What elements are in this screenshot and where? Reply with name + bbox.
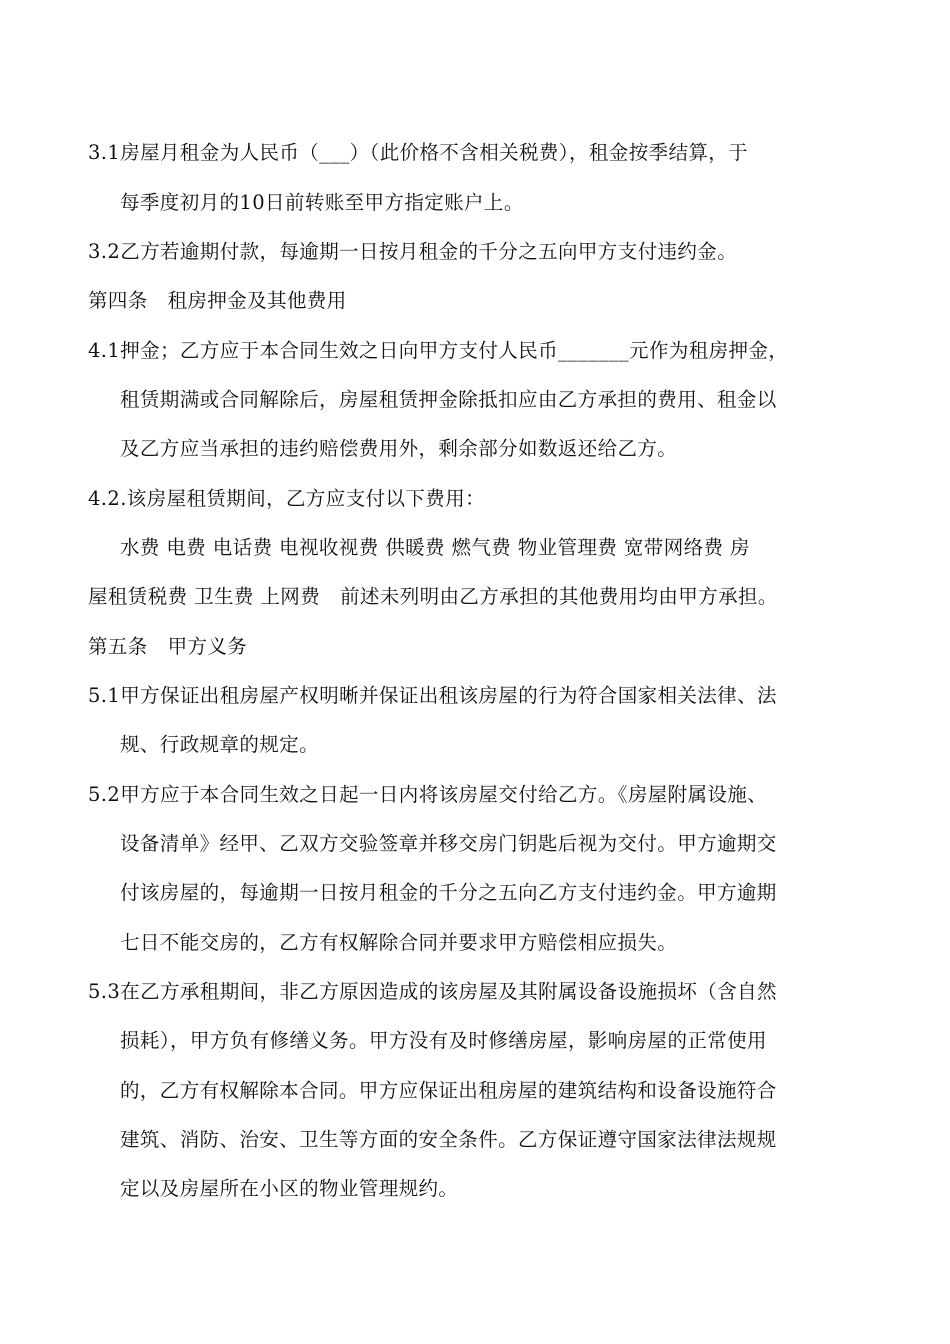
clause-3-2-line-1: 3.2乙方若逾期付款，每逾期一日按月租金的千分之五向甲方支付违约金。 bbox=[88, 240, 738, 263]
clause-5-3-line-4: 建筑、消防、治安、卫生等方面的安全条件。乙方保证遵守国家法律法规规 bbox=[120, 1128, 777, 1151]
clause-5-2-line-1: 5.2甲方应于本合同生效之日起一日内将该房屋交付给乙方。《房屋附属设施、 bbox=[88, 783, 768, 806]
clause-4-1-line-3: 及乙方应当承担的违约赔偿费用外，剩余部分如数返还给乙方。 bbox=[120, 437, 678, 460]
clause-4-2-fees-line-1: 水费 电费 电话费 电视收视费 供暖费 燃气费 物业管理费 宽带网络费 房 bbox=[120, 536, 750, 559]
clause-4-1-line-2: 租赁期满或合同解除后，房屋租赁押金除抵扣应由乙方承担的费用、租金以 bbox=[120, 388, 777, 411]
clause-4-2-fees-line-2: 屋租赁税费 卫生费 上网费 前述未列明由乙方承担的其他费用均由甲方承担。 bbox=[88, 585, 778, 608]
article-4-heading: 第四条 租房押金及其他费用 bbox=[88, 289, 347, 312]
clause-5-3-line-5: 定以及房屋所在小区的物业管理规约。 bbox=[120, 1177, 459, 1200]
clause-3-1-line-2: 每季度初月的10日前转账至甲方指定账户上。 bbox=[120, 191, 524, 214]
article-5-heading: 第五条 甲方义务 bbox=[88, 635, 248, 658]
clause-5-1-line-2: 规、行政规章的规定。 bbox=[120, 733, 320, 756]
clause-5-1-line-1: 5.1甲方保证出租房屋产权明晰并保证出租该房屋的行为符合国家相关法律、法 bbox=[88, 684, 777, 707]
clause-5-3-line-1: 5.3在乙方承租期间，非乙方原因造成的该房屋及其附属设备设施损坏（含自然 bbox=[88, 980, 777, 1003]
clause-4-2-line-1: 4.2.该房屋租赁期间，乙方应支付以下费用： bbox=[88, 487, 486, 510]
clause-5-3-line-2: 损耗），甲方负有修缮义务。甲方没有及时修缮房屋，影响房屋的正常使用 bbox=[120, 1029, 767, 1052]
clause-5-2-line-2: 设备清单》经甲、乙双方交验签章并移交房门钥匙后视为交付。甲方逾期交 bbox=[120, 832, 777, 855]
clause-3-1-line-1: 3.1房屋月租金为人民币（___）（此价格不含相关税费），租金按季结算，于 bbox=[88, 141, 749, 164]
clause-4-1-line-1: 4.1押金；乙方应于本合同生效之日向甲方支付人民币_______元作为租房押金， bbox=[88, 339, 789, 362]
clause-5-3-line-3: 的，乙方有权解除本合同。甲方应保证出租房屋的建筑结构和设备设施符合 bbox=[120, 1079, 777, 1102]
clause-5-2-line-3: 付该房屋的，每逾期一日按月租金的千分之五向乙方支付违约金。甲方逾期 bbox=[120, 881, 777, 904]
clause-5-2-line-4: 七日不能交房的，乙方有权解除合同并要求甲方赔偿相应损失。 bbox=[120, 931, 678, 954]
